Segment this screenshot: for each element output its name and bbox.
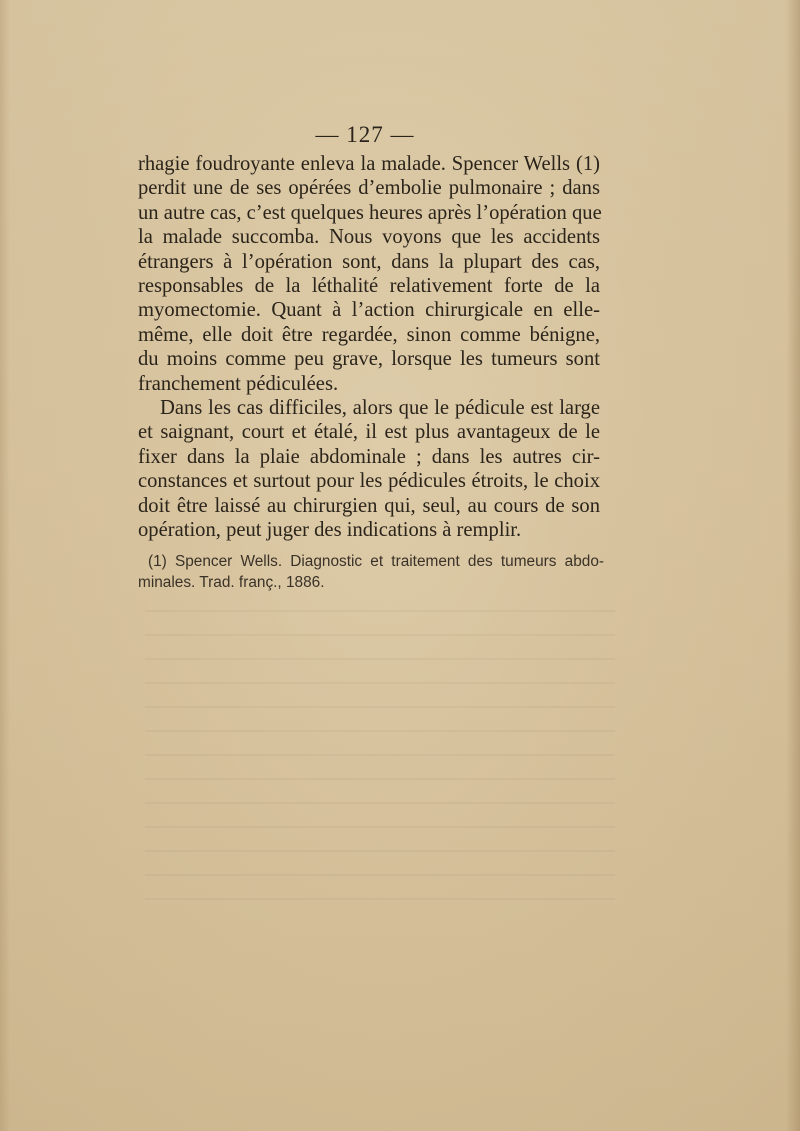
- body-line: doit être laissé au chirurgien qui, seul, au cours de son: [138, 494, 600, 517]
- footnote-line: (1) Spencer Wells. Diagnostic et traitement des tumeurs abdo-: [148, 553, 604, 570]
- footnote: [138, 551, 604, 593]
- body-line: franchement pédiculées.: [138, 372, 339, 395]
- body-line: la malade succomba. Nous voyons que les accidents: [138, 226, 600, 249]
- body-line: fixer dans la plaie abdominale ; dans les autres cir-: [138, 445, 600, 468]
- body-line: constances et surtout pour les pédicules étroits, le choix: [138, 470, 600, 493]
- body-line: myomectomie. Quant à l’action chirurgicale en elle-: [138, 299, 600, 322]
- page-edge-shadow-left: [0, 0, 10, 1131]
- footnote-line: minales. Trad. franç., 1886.: [138, 574, 325, 591]
- show-through-text: [145, 610, 615, 910]
- body-line: étrangers à l’opération sont, dans la plupart des cas,: [138, 250, 600, 273]
- page-number: — 127 —: [315, 122, 415, 147]
- body-line: même, elle doit être regardée, sinon comme bénigne,: [138, 323, 600, 346]
- body-text: [138, 152, 600, 543]
- body-line: opération, peut juger des indications à remplir.: [138, 519, 522, 542]
- body-line: responsables de la léthalité relativement forte de la: [138, 275, 600, 298]
- body-line: rhagie foudroyante enleva la malade. Spencer Wells (1): [138, 153, 600, 175]
- body-line: perdit une de ses opérées d’embolie pulmonaire ; dans: [138, 177, 600, 200]
- body-line: Dans les cas difficiles, alors que le pédicule est large: [160, 397, 600, 420]
- body-line: et saignant, court et étalé, il est plus avantageux de le: [138, 421, 600, 444]
- body-line: un autre cas, c’est quelques heures après l’opération que: [138, 201, 602, 224]
- body-line: du moins comme peu grave, lorsque les tumeurs sont: [138, 348, 600, 371]
- page-edge-shadow-right: [786, 0, 800, 1131]
